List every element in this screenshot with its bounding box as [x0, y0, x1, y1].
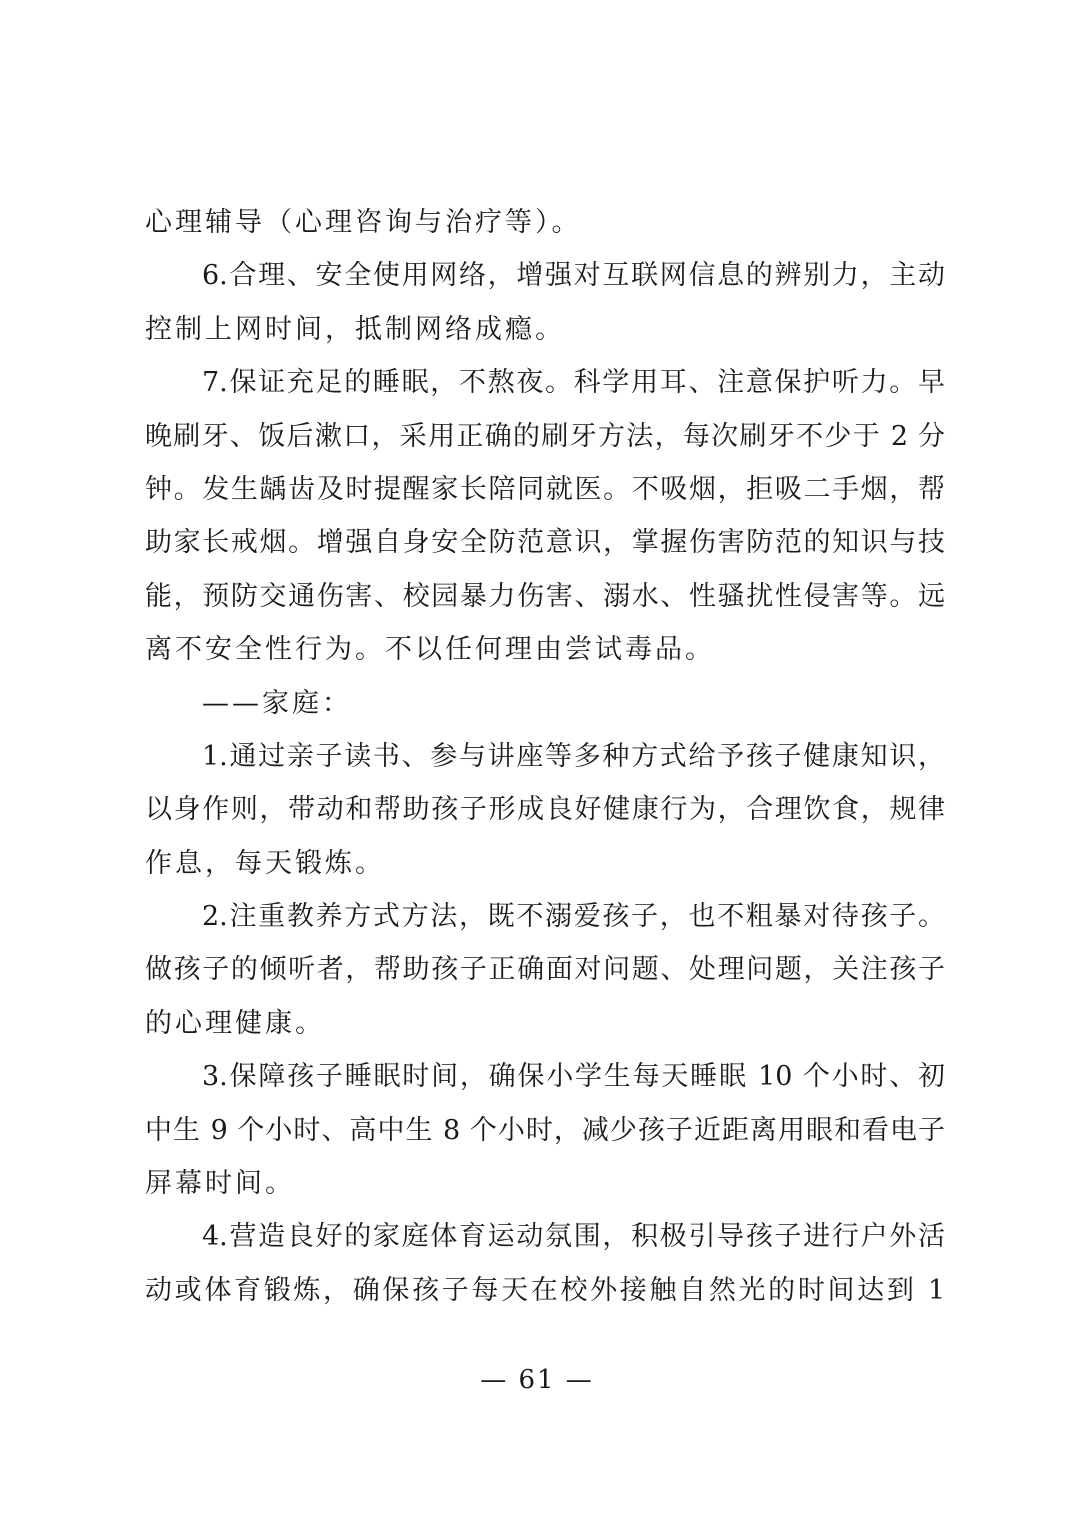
text-line: 以身作则，带动和帮助孩子形成良好健康行为，合理饮食，规律: [145, 794, 945, 826]
text-line: 3.保障孩子睡眠时间，确保小学生每天睡眠 10 个小时、初: [202, 1061, 945, 1093]
text-line: 晚刷牙、饭后漱口，采用正确的刷牙方法，每次刷牙不少于 2 分: [145, 420, 945, 452]
text-line: 做孩子的倾听者，帮助孩子正确面对问题、处理问题，关注孩子: [145, 954, 945, 986]
text-line: 心理辅导（心理咨询与治疗等）。: [145, 207, 582, 238]
text-line: 钟。发生龋齿及时提醒家长陪同就医。不吸烟，拒吸二手烟，帮: [145, 473, 945, 505]
text-line: 2.注重教养方式方法，既不溺爱孩子，也不粗暴对待孩子。: [202, 901, 945, 933]
text-line: 动或体育锻炼，确保孩子每天在校外接触自然光的时间达到 1: [145, 1274, 945, 1306]
text-line: 的心理健康。: [145, 1007, 325, 1039]
page-number: — 61 —: [480, 1365, 594, 1395]
section-heading: ——家庭：: [202, 687, 352, 719]
text-line: 作息，每天锻炼。: [145, 847, 385, 879]
text-line: 屏幕时间。: [145, 1168, 295, 1200]
document-body: [145, 196, 945, 1317]
text-line: 6.合理、安全使用网络，增强对互联网信息的辨别力，主动: [202, 260, 945, 292]
text-line: 离不安全性行为。不以任何理由尝试毒品。: [145, 634, 715, 666]
text-line: 4.营造良好的家庭体育运动氛围，积极引导孩子进行户外活: [202, 1221, 945, 1253]
text-line: 7.保证充足的睡眠，不熬夜。科学用耳、注意保护听力。早: [202, 367, 945, 399]
text-line: 中生 9 个小时、高中生 8 个小时，减少孩子近距离用眼和看电子: [145, 1114, 945, 1146]
text-line: 控制上网时间，抵制网络成瘾。: [145, 313, 565, 345]
text-line: 能，预防交通伤害、校园暴力伤害、溺水、性骚扰性侵害等。远: [145, 580, 945, 612]
text-line: 助家长戒烟。增强自身安全防范意识，掌握伤害防范的知识与技: [145, 527, 945, 559]
text-line: 1.通过亲子读书、参与讲座等多种方式给予孩子健康知识，: [202, 740, 945, 772]
